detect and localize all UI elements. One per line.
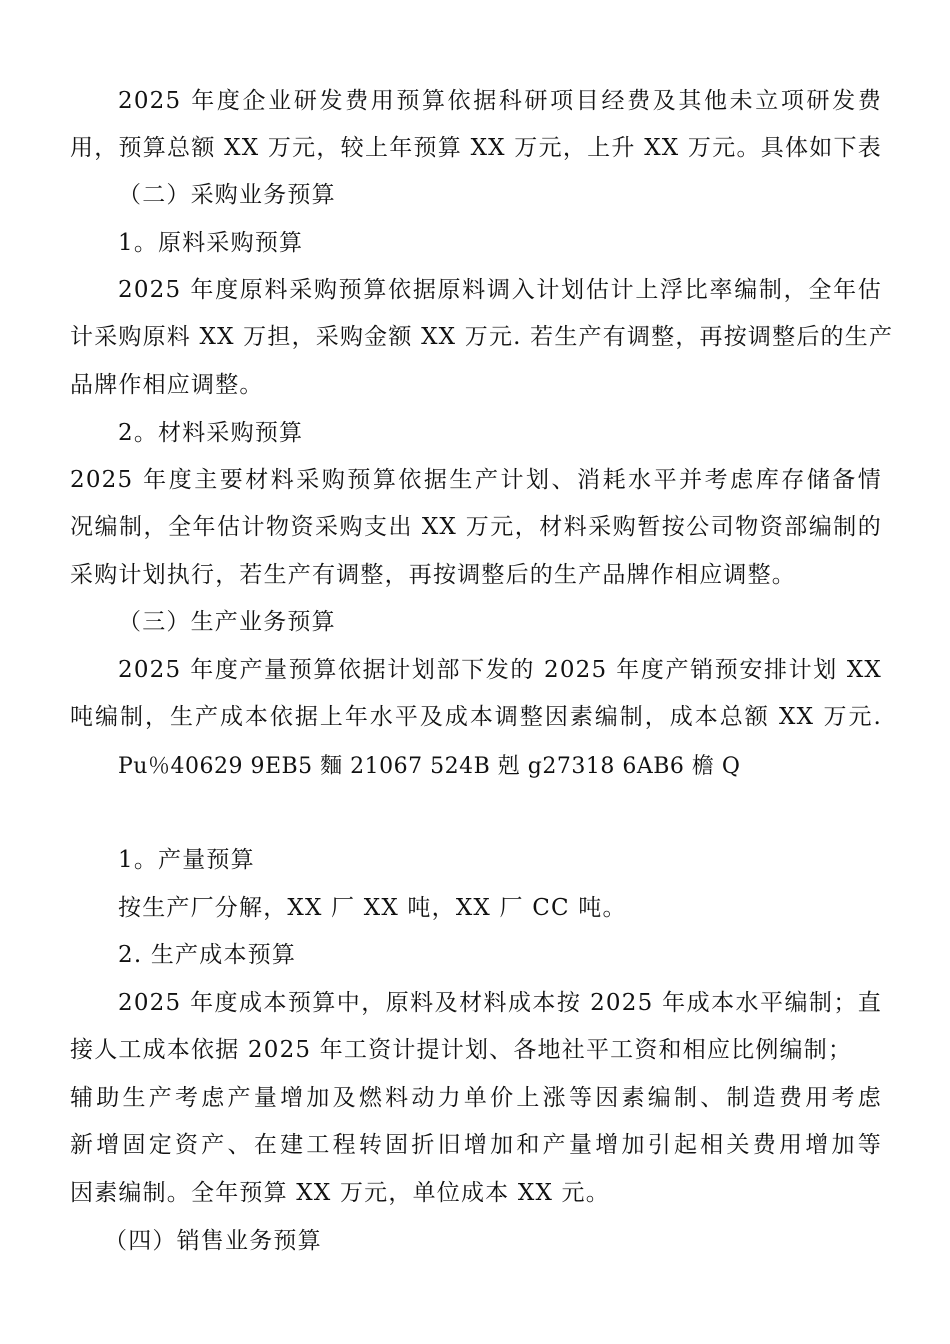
paragraph-raw-material-line-1: 2025 年度原料采购预算依据原料调入计划估计上浮比率编制，全年估 <box>118 277 882 303</box>
section-heading-production: （三）生产业务预算 <box>118 609 336 635</box>
paragraph-material-line-2: 况编制，全年估计物资采购支出 XX 万元，材料采购暂按公司物资部编制的 <box>70 514 882 540</box>
paragraph-production-line-2: 吨编制，生产成本依据上年水平及成本调整因素编制，成本总额 XX 万元. <box>70 704 882 730</box>
paragraph-cost-line-5: 因素编制。全年预算 XX 万元，单位成本 XX 元。 <box>70 1180 610 1206</box>
section-heading-sales: （四）销售业务预算 <box>104 1228 322 1254</box>
subheading-material: 2。材料采购预算 <box>118 420 304 446</box>
paragraph-output-breakdown: 按生产厂分解，XX 厂 XX 吨，XX 厂 CC 吨。 <box>118 895 627 921</box>
paragraph-material-line-1: 2025 年度主要材料采购预算依据生产计划、消耗水平并考虑库存储备情 <box>70 467 882 493</box>
subheading-raw-material: 1。原料采购预算 <box>118 230 304 256</box>
section-heading-procurement: （二）采购业务预算 <box>118 182 336 208</box>
paragraph-cost-line-4: 新增固定资产、在建工程转固折旧增加和产量增加引起相关费用增加等 <box>70 1132 882 1158</box>
subheading-production-cost: 2. 生产成本预算 <box>118 942 297 968</box>
subheading-output: 1。产量预算 <box>118 847 255 873</box>
paragraph-material-line-3: 采购计划执行，若生产有调整，再按调整后的生产品牌作相应调整。 <box>70 562 796 588</box>
paragraph-production-line-1: 2025 年度产量预算依据计划部下发的 2025 年度产销预安排计划 XX <box>118 657 882 683</box>
paragraph-cost-line-1: 2025 年度成本预算中，原料及材料成本按 2025 年成本水平编制；直 <box>118 990 882 1016</box>
paragraph-raw-material-line-2: 计采购原料 XX 万担，采购金额 XX 万元. 若生产有调整，再按调整后的生产 <box>70 324 894 350</box>
garbled-text-line: Pu％40629 9EB5 麵 21067 524B 剋 g27318 6AB6 檐 Q <box>118 754 741 779</box>
paragraph-cost-line-3: 辅助生产考虑产量增加及燃料动力单价上涨等因素编制、制造费用考虑 <box>70 1085 882 1111</box>
paragraph-rd-budget-line-2: 用，预算总额 XX 万元，较上年预算 XX 万元，上升 XX 万元。具体如下表 <box>70 135 882 161</box>
paragraph-raw-material-line-3: 品牌作相应调整。 <box>70 372 264 398</box>
paragraph-cost-line-2: 接人工成本依据 2025 年工资计提计划、各地社平工资和相应比例编制； <box>70 1037 853 1063</box>
paragraph-rd-budget-line-1: 2025 年度企业研发费用预算依据科研项目经费及其他未立项研发费 <box>118 88 882 114</box>
